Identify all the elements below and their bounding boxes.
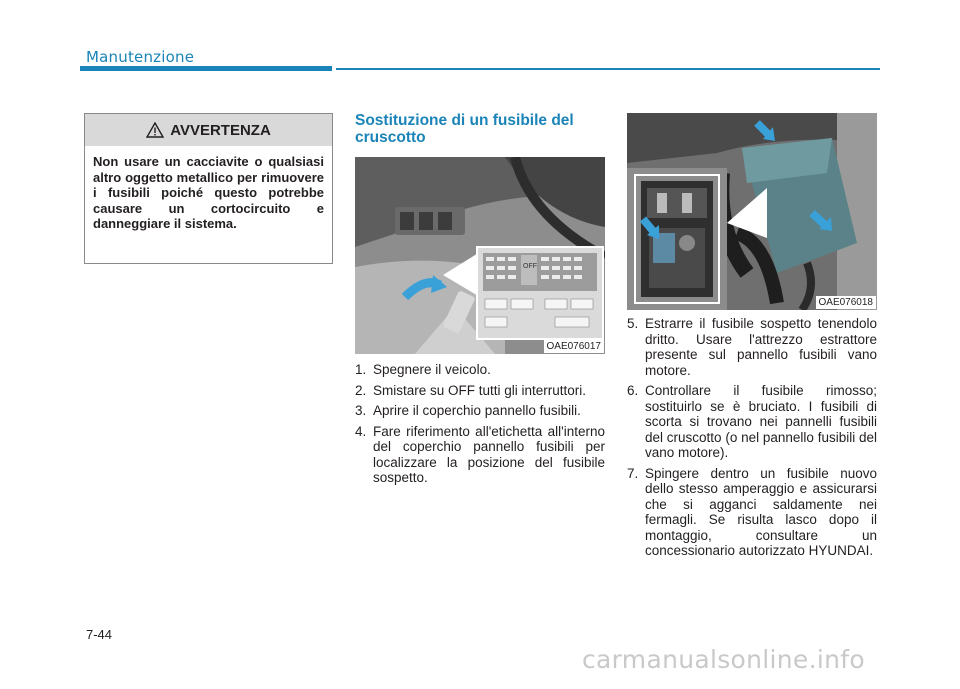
list-item — [355, 424, 605, 486]
list-item — [627, 316, 877, 378]
list-item — [355, 403, 605, 419]
warning-box — [84, 113, 333, 264]
watermark: carmanualsonline.info — [582, 645, 865, 674]
step-text: Fare riferimento all'etichetta all'interno del coperchio pannello fusibili per localizzare la posizione del fusibile sospetto. — [373, 423, 605, 485]
page-number: 7-44 — [86, 627, 113, 642]
list-item — [355, 362, 605, 378]
header-rule-thin — [336, 68, 880, 70]
step-text: Smistare su OFF tutti gli interruttori. — [373, 382, 587, 398]
step-number: 2. — [355, 382, 367, 398]
step-number: 3. — [355, 403, 367, 418]
figure-code-right: OAE076018 — [816, 296, 877, 309]
warning-header — [85, 114, 332, 146]
step-number: 4. — [355, 423, 367, 439]
step-text: Controllare il fusibile rimosso; sostituirlo se è bruciato. I fusibili di scorta si trovano nei pannelli fusibili del cruscotto (o nel pannello fusibili del vano motore). — [645, 383, 877, 460]
warning-text: Non usare un cacciavite o qualsiasi altro oggetto metallico per rimuovere i fusibili poiché questo potrebbe causare un cortocircuito e danneggiare il sistema. — [93, 154, 324, 231]
engine-fuse-photo — [627, 113, 877, 310]
dashboard-fuse-photo — [355, 157, 605, 354]
section-title: Manutenzione — [86, 48, 195, 66]
steps-list-right — [627, 316, 877, 564]
steps-list-left — [355, 362, 605, 491]
header-rule-thick — [80, 66, 332, 71]
figure-code-left: OAE076017 — [544, 340, 605, 353]
step-number: 6. — [627, 383, 639, 398]
list-item — [627, 466, 877, 559]
step-number: 5. — [627, 316, 639, 331]
warning-title: AVVERTENZA — [170, 121, 271, 139]
section-heading: Sostituzione di un fusibile del cruscotto — [355, 112, 574, 146]
fuse-off-label: OFF — [523, 263, 537, 270]
step-number: 1. — [355, 362, 367, 377]
warning-triangle-icon — [146, 122, 164, 138]
list-item — [355, 383, 605, 399]
step-text: Estrarre il fusibile sospetto tenendolo dritto. Usare l'attrezzo estrattore presente sul pannello fusibili vano motore. — [645, 316, 877, 378]
step-text: Aprire il coperchio pannello fusibili. — [373, 403, 581, 418]
step-number: 7. — [627, 465, 639, 481]
step-text: Spingere dentro un fusibile nuovo dello stesso amperaggio e assicurarsi che si agganci saldamente nei fermagli. Se risulta lasco dopo il montaggio, consultare un concessionario autorizzato HYUNDAI. — [645, 465, 877, 558]
list-item — [627, 383, 877, 461]
step-text: Spegnere il veicolo. — [373, 362, 491, 377]
